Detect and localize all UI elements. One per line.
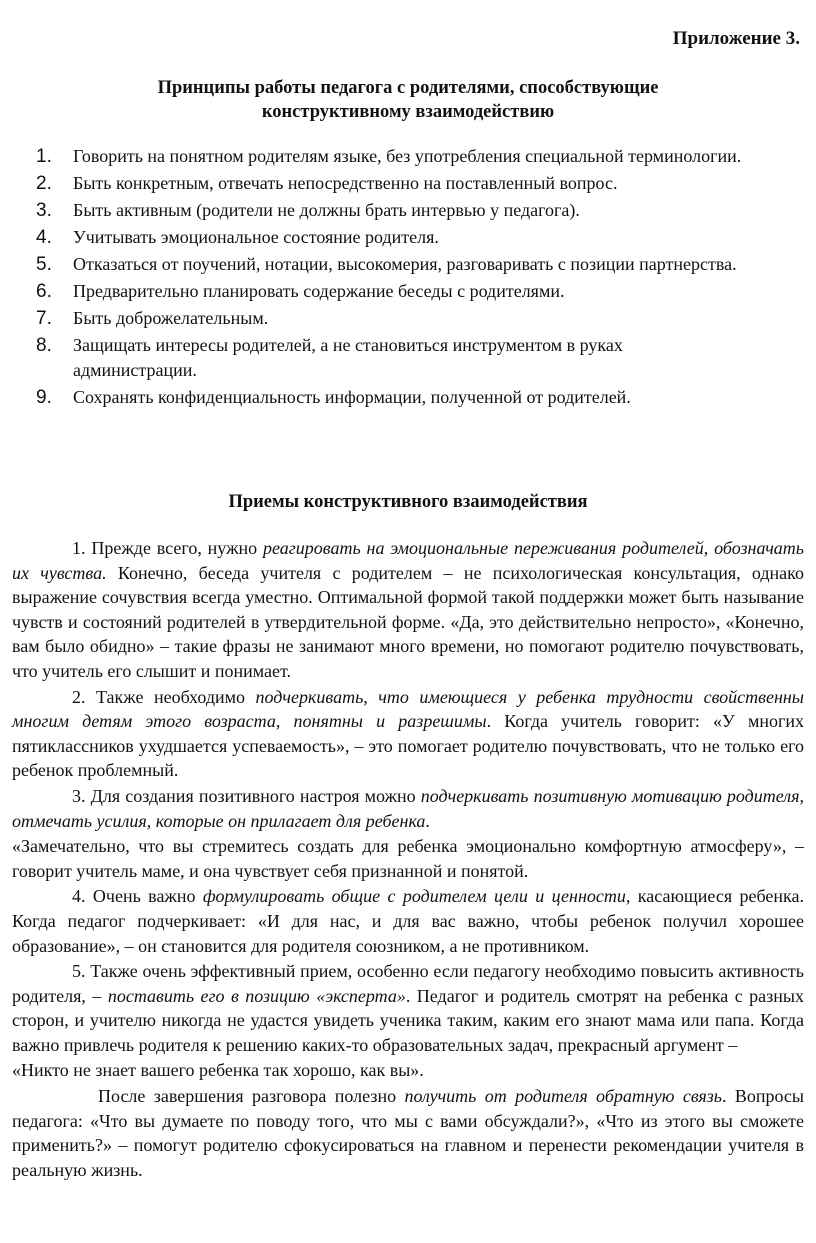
text-run: . Вопросы педагога: «Что вы думаете по поводу того, что мы с вами обсуждали?», «Что из этого вы сможете применить?» – помогут родителю сфокусироваться на главном и перенести рекомендации учителя в реальную жизнь. (12, 1086, 805, 1180)
text-run: 3. Для создания позитивного настроя можно (72, 785, 421, 806)
item-number: 2. (36, 173, 52, 194)
emphasis-run: подчеркивать позитивную мотивацию родителя, отмечать усилия, которые он прилагает для ребенка (12, 785, 804, 831)
page-title (30, 76, 786, 124)
item-number: 1. (36, 146, 52, 167)
technique-paragraph-2 (12, 685, 804, 783)
emphasis-run: обозначать их чувства. (12, 538, 804, 583)
technique-paragraph-5 (12, 959, 804, 1057)
item-number: 6. (36, 281, 52, 302)
emphasis-run: реагировать на эмоциональные переживания родителей (263, 538, 704, 558)
title-line-2: конструктивному взаимодействию (261, 102, 555, 122)
text-run: 2. Также необходимо (72, 686, 256, 707)
list-item (0, 252, 816, 277)
section-subtitle: Приемы конструктивного взаимодействия (228, 492, 588, 512)
item-text: Защищать интересы родителей, а не становиться инструментом в руках администрации. (73, 335, 623, 380)
principles-list (0, 144, 816, 412)
technique-paragraph-3-quote: «Замечательно, что вы стремитесь создать для ребенка эмоционально комфортную атмосферу», – говорит учитель маме, и она чувствует себя признанной и понятой. (12, 836, 804, 881)
appendix-label: Приложение 3. (672, 28, 800, 49)
emphasis-run: формулировать общие с родителем цели и ценности (202, 886, 626, 907)
list-item (0, 385, 816, 410)
item-number: 7. (36, 308, 52, 329)
list-item (0, 171, 816, 196)
list-item (0, 306, 816, 331)
list-item (0, 279, 816, 304)
list-item (0, 198, 816, 223)
item-text: Учитывать эмоциональное состояние родителя. (73, 227, 439, 247)
text-run: 1. Прежде всего, нужно (72, 538, 263, 558)
item-text: Сохранять конфиденциальность информации, полученной от родителей. (73, 387, 631, 407)
text-run: 5. Также очень эффективный прием, особенно если педагогу необходимо повысить активность родителя, – (12, 961, 804, 1006)
text-run: После завершения разговора полезно (98, 1086, 405, 1107)
item-text: Отказаться от поучений, нотации, высокомерия, разговаривать с позиции партнерства. (73, 254, 737, 274)
item-number: 4. (36, 227, 52, 248)
text-run: . Педагог и родитель смотрят на ребенка с разных сторон, и учителю никогда не удастся увидеть ученика таким, каким его знают мама или папа. Когда важно привлечь родителя к решению каких-то образовательных задач, прекрасный аргумент – (12, 985, 804, 1055)
item-number: 5. (36, 254, 52, 275)
item-number: 9. (36, 387, 52, 408)
emphasis-run: получить от родителя обратную связь (404, 1086, 722, 1107)
item-number: 8. (36, 335, 52, 356)
emphasis-run: поставить его в позицию «эксперта» (107, 985, 406, 1006)
item-text: Быть доброжелательным. (73, 308, 269, 328)
title-line-1: Принципы работы педагога с родителями, способствующие (157, 78, 659, 98)
item-text: Говорить на понятном родителям языке, без употребления специальной терминологии. (73, 146, 742, 166)
technique-paragraph-3 (12, 784, 804, 833)
item-text: Предварительно планировать содержание беседы с родителями. (73, 281, 565, 301)
list-item (0, 225, 816, 250)
list-item (0, 333, 816, 383)
emphasis-run: подчеркивать, что имеющиеся у ребенка трудности свойственны многим детям этого возраста, понятны и разрешимы (12, 686, 804, 732)
technique-paragraph-4 (12, 884, 804, 958)
technique-paragraph-6 (12, 1084, 804, 1182)
text-run: . Когда учитель говорит: «У многих пятиклассников ухудшается успеваемость», – это помогает родителю почувствовать, что не только его ребенок проблемный. (12, 711, 804, 781)
text-run: Конечно, беседа учителя с родителем – не психологическая консультация, однако выражение сочувствия всегда уместно. Оптимальной формой такой поддержки может быть называние чувств и состояний родителей в утвердительной форме. «Да, это действительно непросто», «Конечно, вам было обидно» – такие фразы не занимают много времени, но помогают родителю почувствовать, что учитель его слышит и понимает. (12, 562, 804, 681)
techniques-body (12, 536, 804, 1183)
text-run: , (703, 538, 715, 558)
technique-paragraph-5-quote: «Никто не знает вашего ребенка так хорошо, как вы». (12, 1060, 424, 1081)
text-run: 4. Очень важно (72, 886, 203, 907)
list-item (0, 144, 816, 169)
item-text: Быть конкретным, отвечать непосредственно на поставленный вопрос. (73, 173, 618, 193)
text-run: , касающиеся ребенка. Когда педагог подчеркивает: «И для нас, и для вас важно, чтобы ребенок получил хорошее образование», – он становится для родителя союзником, а не противником. (12, 886, 805, 956)
item-number: 3. (36, 200, 52, 221)
technique-paragraph-1 (12, 536, 804, 684)
item-text: Быть активным (родители не должны брать интервью у педагога). (73, 200, 580, 220)
text-run: . (425, 810, 430, 831)
